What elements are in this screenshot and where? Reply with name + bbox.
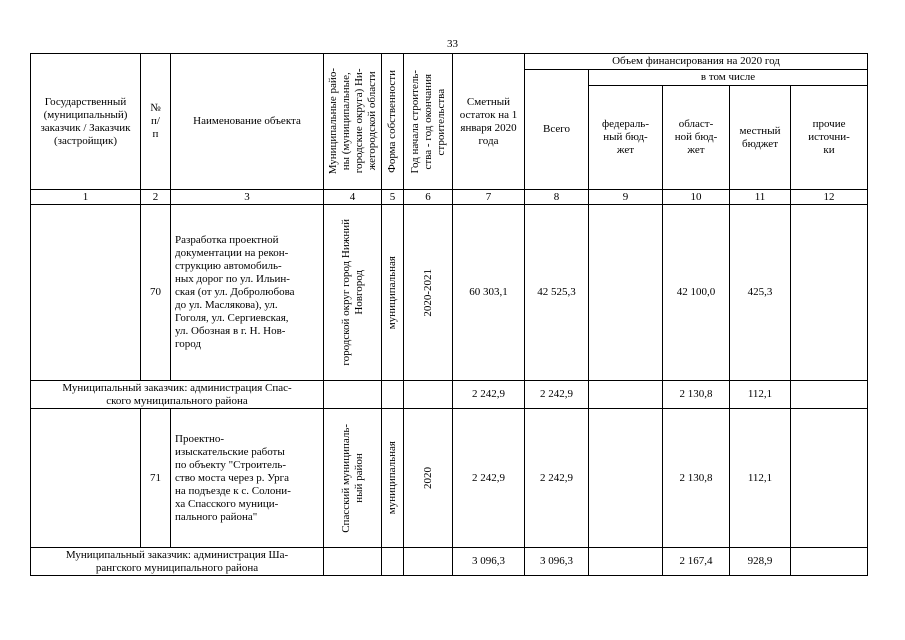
empty-cell bbox=[324, 381, 382, 409]
ownership-cell bbox=[382, 205, 404, 381]
page-number: 33 bbox=[447, 38, 458, 50]
local-value: 112,1 bbox=[730, 381, 791, 409]
column-index-row bbox=[31, 190, 868, 205]
total-value: 2 242,9 bbox=[525, 409, 589, 548]
header-balance: Сметный остаток на 1 января 2020 года bbox=[453, 54, 525, 190]
empty-cell bbox=[324, 548, 382, 576]
header-row bbox=[31, 54, 868, 70]
header-number: № п/ п bbox=[141, 54, 171, 190]
ownership-text: муниципальная bbox=[386, 441, 398, 515]
municipal-cell bbox=[324, 409, 382, 548]
total-value: 3 096,3 bbox=[525, 548, 589, 576]
customer-label: Муниципальный заказчик: администрация Ша- рангского муниципального района bbox=[31, 548, 324, 576]
municipal-text: Спасский муниципаль- ный район bbox=[339, 423, 365, 533]
customer-label: Муниципальный заказчик: администрация Спас- ского муниципального района bbox=[31, 381, 324, 409]
object-name: Проектно- изыскательские работы по объекту "Строитель- ство моста через р. Урга на подъезде к с. Солони- ха Спасского муници- пального района" bbox=[171, 409, 324, 548]
ownership-text: муниципальная bbox=[386, 255, 398, 330]
customer-cell-empty bbox=[31, 205, 141, 381]
empty-cell bbox=[404, 381, 453, 409]
federal-value bbox=[589, 381, 663, 409]
column-index: 10 bbox=[663, 190, 730, 205]
ownership-cell bbox=[382, 409, 404, 548]
years-text: 2020-2021 bbox=[421, 268, 434, 317]
header-regional: област- ной бюд- жет bbox=[663, 86, 730, 190]
regional-value: 2 167,4 bbox=[663, 548, 730, 576]
column-index: 12 bbox=[791, 190, 868, 205]
years-text: 2020 bbox=[421, 467, 434, 489]
other-value bbox=[791, 409, 868, 548]
municipal-text: городской округ город Нижний Новгород bbox=[339, 219, 365, 366]
header-ownership bbox=[382, 54, 404, 190]
row-number: 70 bbox=[141, 205, 171, 381]
column-index: 5 bbox=[382, 190, 404, 205]
balance-value: 2 242,9 bbox=[453, 381, 525, 409]
municipal-cell bbox=[324, 205, 382, 381]
column-index: 4 bbox=[324, 190, 382, 205]
other-value bbox=[791, 548, 868, 576]
empty-cell bbox=[404, 548, 453, 576]
header-municipal bbox=[324, 54, 382, 190]
customer-row bbox=[31, 381, 868, 409]
column-index: 9 bbox=[589, 190, 663, 205]
object-name: Разработка проектной документации на рекон- струкцию автомобиль- ных дорог по ул. Ильин- ская (от ул. Добролюбова до ул. Маслякова), ул. Гоголя, ул. Сергиевская, ул. Обозная в г. Н. Нов- город bbox=[171, 205, 324, 381]
header-municipal-text: Муниципальные райо- ны (муниципальные, городские округа) Ни- жегородской области bbox=[326, 68, 378, 175]
other-value bbox=[791, 205, 868, 381]
total-value: 2 242,9 bbox=[525, 381, 589, 409]
empty-cell bbox=[382, 548, 404, 576]
header-object-name: Наименование объекта bbox=[171, 54, 324, 190]
financing-table bbox=[30, 53, 868, 576]
column-index: 6 bbox=[404, 190, 453, 205]
local-value: 928,9 bbox=[730, 548, 791, 576]
header-including: в том числе bbox=[589, 70, 868, 86]
column-index: 7 bbox=[453, 190, 525, 205]
balance-value: 3 096,3 bbox=[453, 548, 525, 576]
column-index: 1 bbox=[31, 190, 141, 205]
column-index: 3 bbox=[171, 190, 324, 205]
header-customer: Государственный (муниципальный) заказчик / Заказчик (застройщик) bbox=[31, 54, 141, 190]
regional-value: 2 130,8 bbox=[663, 381, 730, 409]
regional-value: 42 100,0 bbox=[663, 205, 730, 381]
header-other: прочие источни- ки bbox=[791, 86, 868, 190]
balance-value: 60 303,1 bbox=[453, 205, 525, 381]
federal-value bbox=[589, 205, 663, 381]
customer-cell-empty bbox=[31, 409, 141, 548]
header-total: Всего bbox=[525, 70, 589, 190]
other-value bbox=[791, 381, 868, 409]
column-index: 2 bbox=[141, 190, 171, 205]
column-index: 11 bbox=[730, 190, 791, 205]
header-local: местный бюджет bbox=[730, 86, 791, 190]
local-value: 425,3 bbox=[730, 205, 791, 381]
header-funding-group: Объем финансирования на 2020 год bbox=[525, 54, 868, 70]
header-years bbox=[404, 54, 453, 190]
federal-value bbox=[589, 409, 663, 548]
years-cell bbox=[404, 205, 453, 381]
row-number: 71 bbox=[141, 409, 171, 548]
column-index: 8 bbox=[525, 190, 589, 205]
federal-value bbox=[589, 548, 663, 576]
header-federal: федераль- ный бюд- жет bbox=[589, 86, 663, 190]
total-value: 42 525,3 bbox=[525, 205, 589, 381]
local-value: 112,1 bbox=[730, 409, 791, 548]
header-ownership-text: Форма собственности bbox=[386, 70, 398, 173]
regional-value: 2 130,8 bbox=[663, 409, 730, 548]
customer-row bbox=[31, 548, 868, 576]
table-row bbox=[31, 205, 868, 381]
years-cell bbox=[404, 409, 453, 548]
table-row bbox=[31, 409, 868, 548]
empty-cell bbox=[382, 381, 404, 409]
balance-value: 2 242,9 bbox=[453, 409, 525, 548]
header-years-text: Год начала строитель- ства - год окончания строительства bbox=[408, 69, 447, 174]
